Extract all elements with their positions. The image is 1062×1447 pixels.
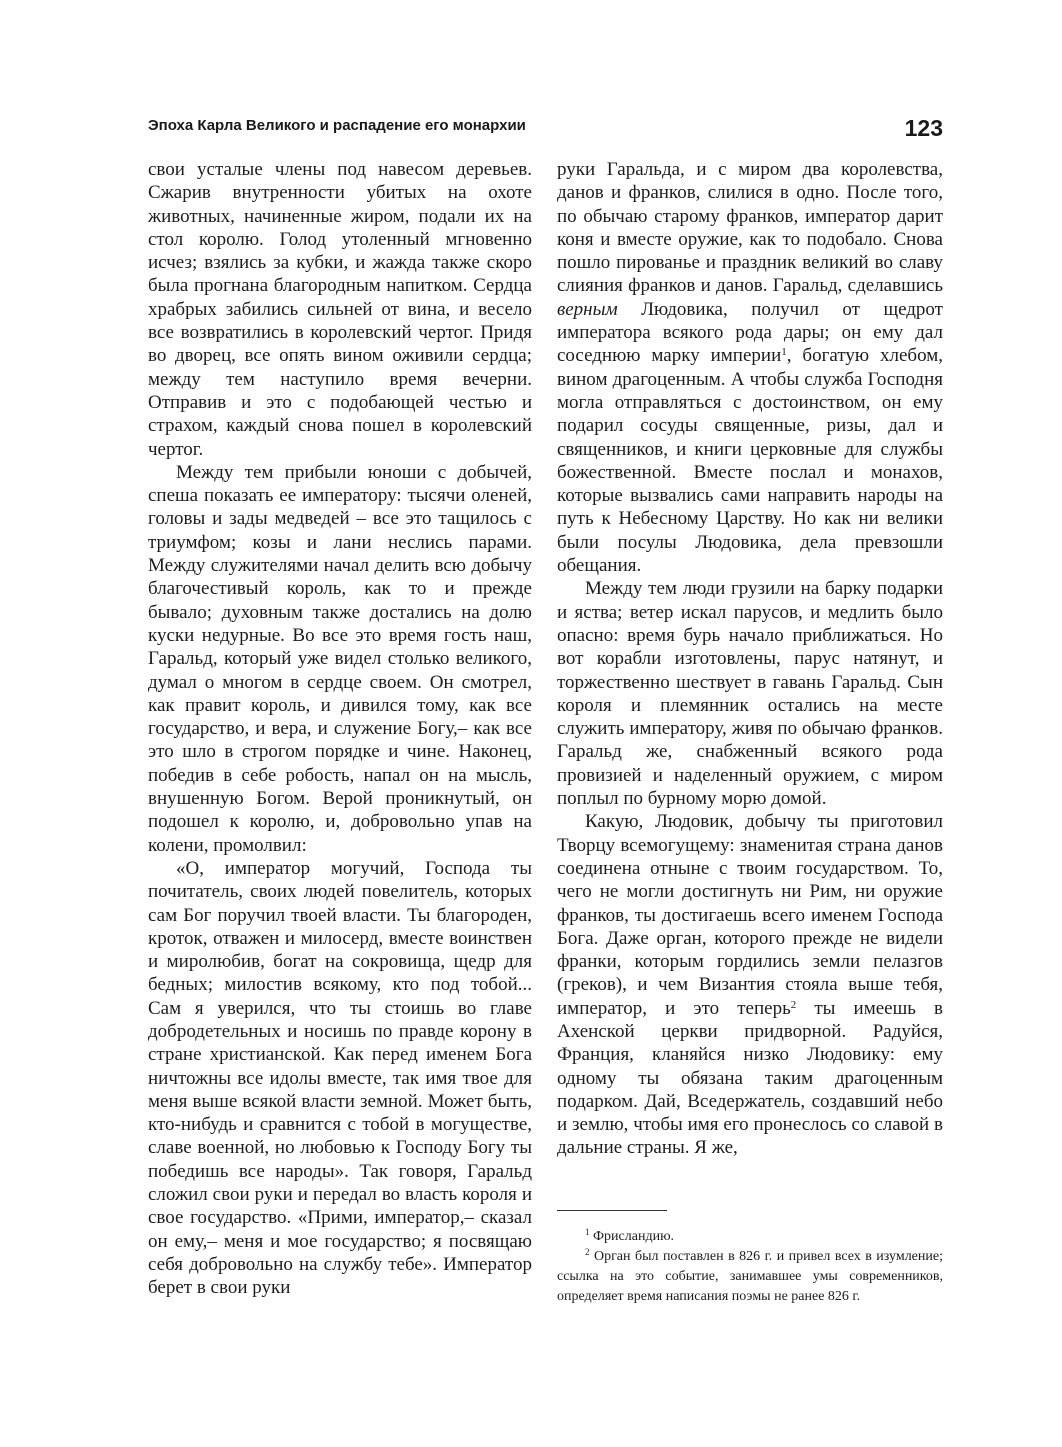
paragraph: Между тем люди грузили на барку подарки и яства; ветер искал парусов, и медлить было опасно: время бурь начало приближаться. Но вот корабли изготовлены, парус натянут, и торжественно шествует в гавань Гаральд. Сын короля и племянник остались на месте служить императору, живя по обычаю франков. Гаральд же, снабженный всякого рода провизией и наделенный оружием, с миром поплыл по бурному морю домой. — [557, 578, 943, 810]
paragraph — [557, 158, 943, 577]
footnote-mark: 2 — [585, 1247, 590, 1257]
page-number: 123 — [904, 115, 943, 141]
paragraph — [557, 810, 943, 1159]
paragraph: свои усталые члены под навесом деревьев. Сжарив внутренности убитых на охоте животных, начиненные жиром, подали их на стол королю. Голод утоленный мгновенно исчез; взялись за кубки, и жажда также скоро была прогнана благородным напитком. Сердца храбрых забились сильней от вина, и весело все возвратились в королевский чертог. Придя во дворец, все опять вином оживили сердца; между тем наступило время вечерни. Отправив и это с подобающей честью и страхом, каждый снова пошел в королевский чертог. — [148, 159, 532, 460]
paragraph: Между тем прибыли юноши с добычей, спеша показать ее императору: тысячи оленей, головы и зады медведей – все это тащилось с триумфом; козы и лани неслись парами. Между служителями начал делить всю добычу благочестивый король, как то и прежде бывало; духовным также достались на долю куски недурные. Во все это время гость наш, Гаральд, который уже видел столько великого, думал о многом в сердце своем. Он смотрел, как правит король, и дивился тому, как все государство, и вера, и служение Богу,– как все это шло в строгом порядке и чине. Наконец, победив в себе робость, напал он на мысль, внушенную Богом. Верой проникнутый, он подошел к королю, и, добровольно упав на колени, промолвил: — [148, 461, 532, 856]
footnote-ref: 2 — [790, 998, 797, 1011]
footnote-ref: 1 — [781, 346, 787, 359]
footnote-text: Орган был поставлен в 826 г. и привел всех в изумление; ссылка на это событие, занимавшее умы современников, определяет время написания поэмы не ранее 826 г. — [557, 1249, 943, 1304]
text-run: ты имеешь в Ахенской церкви придворной. Радуйся, Франция, кланяйся низко Людовику: ему одному ты обязана таким драгоценным подарком. Дай, Вседержатель, создавший небо и землю, чтобы имя его пронеслось со славой в дальние страны. Я же, — [557, 997, 943, 1159]
text-run: руки Гаральда, и с миром два королевства, данов и франков, слилися в одно. После того, по обычаю старому франков, император дарит коня и вместе оружие, как то подобало. Снова пошло пированье и праздник великий во славу слияния франков и данов. Гаральд, сделавшись — [557, 159, 943, 297]
right-column — [557, 158, 943, 1160]
footnote-mark: 1 — [585, 1227, 590, 1237]
footnote — [557, 1247, 943, 1307]
footnote-divider — [557, 1210, 667, 1211]
footnotes — [557, 1227, 943, 1307]
text-run: Какую, Людовик, добычу ты приготовил Творцу всемогущему: знаменитая страна данов соединена отныне с твоим государством. То, чего не могли достигнуть ни Рим, ни оружие франков, ты достигаешь всего именем Господа Бога. Даже орган, которого прежде не видели франки, которым гордились земли пелазгов (греков), и чем Византия стояла выше тебя, император, и это теперь — [557, 811, 943, 1019]
emphasis-text: верным — [557, 298, 618, 320]
footnote-text: Фрисландию. — [589, 1229, 675, 1244]
left-column — [148, 158, 532, 1300]
running-header: Эпоха Карла Великого и распадение его монархии — [148, 117, 526, 134]
paragraph: «О, император могучий, Господа ты почитатель, своих людей повелитель, которых сам Бог поручил твоей власти. Ты благороден, кроток, отважен и милосерд, вместе воинствен и миролюбив, богат на сокровища, щедр для бедных; милостив всякому, кто под тобой... Сам я уверился, что ты стоишь во главе добродетельных и носишь по правде корону в стране христианской. Как перед именем Бога ничтожны все идолы вместе, так имя твое для меня выше всякой власти земной. Может быть, кто-нибудь и сравнится с тобой в могуществе, славе военной, но любовью к Господу Богу ты победишь все народы». Так говоря, Гаральд сложил свои руки и передал во власть короля и свое государство. «Прими, император,– сказал он ему,– меня и мое государство; я посвящаю себя добровольно на службу тебе». Император берет в свои руки — [148, 857, 532, 1299]
footnote — [557, 1227, 943, 1247]
text-run: Людовика, получил от щедрот императора всякого рода дары; он ему дал соседнюю марку империи — [557, 298, 943, 367]
text-run: , богатую хлебом, вином драгоценным. А чтобы служба Господня могла отправляться с достоинством, он ему подарил сосуды священные, ризы, дал и священников, и книги церковные для службы божественной. Вместе послал и монахов, которые вызвались сами направить народы на путь к Небесному Царству. Но как ни велики были посулы Людовика, дела превзошли обещания. — [557, 345, 943, 577]
